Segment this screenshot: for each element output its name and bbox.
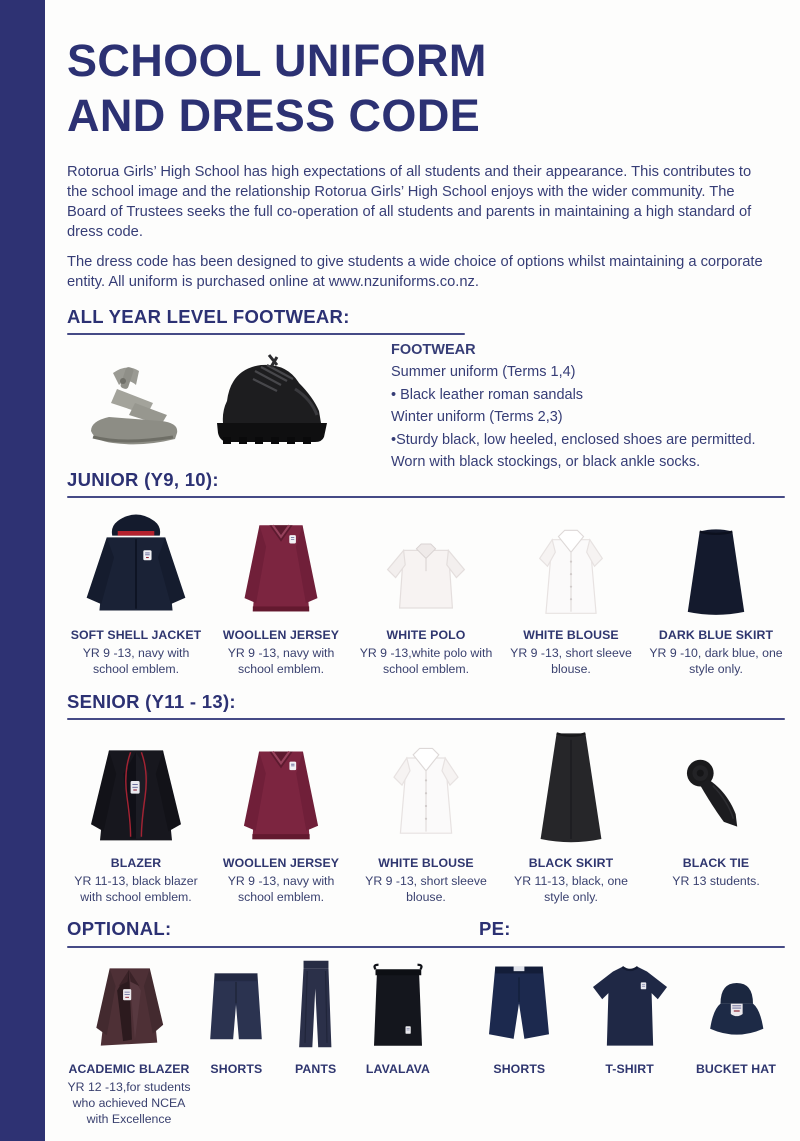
page-title <box>67 34 785 144</box>
item-name: SOFT SHELL JACKET <box>70 627 202 642</box>
uniform-item-dark-blue-skirt <box>647 506 785 677</box>
school-emblem <box>123 989 131 1000</box>
black-shoe-image-wrap <box>197 349 347 455</box>
item-name: BLACK SKIRT <box>528 856 614 871</box>
footwear-subheading: FOOTWEAR <box>391 341 476 358</box>
uniform-item-pe-tshirt <box>574 956 686 1128</box>
uniform-item-shorts-optional <box>192 956 280 1128</box>
soft-shell-jacket-image <box>72 508 200 618</box>
senior-items-row <box>67 728 785 905</box>
pe-tshirt-image <box>576 962 684 1052</box>
woollen-jersey-image <box>222 738 340 846</box>
item-desc: YR 9 -13, navy with school emblem. <box>227 645 335 676</box>
optional-heading: OPTIONAL: <box>67 917 172 939</box>
footwear-row <box>67 341 785 471</box>
woollen-jersey-image <box>223 512 339 618</box>
section-junior <box>67 469 785 677</box>
junior-rule <box>67 496 785 498</box>
section-senior <box>67 691 785 905</box>
footwear-text <box>391 339 756 471</box>
item-name: ACADEMIC BLAZER <box>68 1061 190 1076</box>
item-name: BUCKET HAT <box>695 1061 776 1076</box>
academic-blazer-image <box>77 956 181 1052</box>
item-desc: YR 9 -13, navy with school emblem. <box>82 645 190 676</box>
black-tie-image <box>661 746 771 838</box>
uniform-item-soft-shell-jacket <box>67 506 205 677</box>
item-name: LAVALAVA <box>365 1061 431 1076</box>
intro-paragraph-2-text: The dress code has been designed to give students a wide choice of options whilst maintaining a corporate entity. All uniform is purchased online at <box>67 253 763 290</box>
footwear-line: Worn with black stockings, or black ankle socks. <box>391 454 701 471</box>
pe-shorts-image <box>469 958 569 1052</box>
footwear-line: Summer uniform (Terms 1,4) <box>391 364 576 381</box>
item-name: WHITE BLOUSE <box>378 856 474 871</box>
school-emblem <box>131 781 140 794</box>
dark-blue-skirt-image <box>664 524 768 618</box>
senior-heading: SENIOR (Y11 - 13): <box>67 691 236 713</box>
item-desc: YR 9 -13,white polo with school emblem. <box>359 645 493 676</box>
section-optional-pe <box>67 918 785 1128</box>
navy-shorts-image <box>193 966 279 1048</box>
uniform-item-black-tie <box>647 728 785 905</box>
item-desc: YR 9 -13, short sleeve blouse. <box>365 874 487 905</box>
optional-pe-headings <box>67 918 785 941</box>
footwear-line: •Sturdy black, low heeled, enclosed shoes are permitted. <box>391 431 756 448</box>
item-name: WOOLLEN JERSEY <box>222 856 340 871</box>
footwear-line: Winter uniform (Terms 2,3) <box>391 409 563 426</box>
item-desc: YR 9 -10, dark blue, one style only. <box>649 645 783 676</box>
roman-sandal-image <box>83 359 187 447</box>
uniform-item-white-polo <box>357 506 495 677</box>
bucket-hat-image <box>688 974 784 1048</box>
uniform-item-blazer <box>67 728 205 905</box>
uniform-item-white-blouse-junior <box>502 506 640 677</box>
school-emblem <box>405 1026 410 1034</box>
item-desc: YR 11-13, black blazer with school emblem. <box>74 874 198 905</box>
uniform-shop-url[interactable]: www.nzuniforms.co.nz <box>328 273 475 290</box>
roman-sandal-image-wrap <box>83 359 187 455</box>
item-desc: YR 12 -13,for students who achieved NCEA with Excellence <box>67 1079 191 1127</box>
uniform-item-white-blouse-senior <box>357 728 495 905</box>
optional-pe-items-row <box>67 956 785 1128</box>
item-name: SHORTS <box>210 1061 263 1076</box>
intro-paragraph-1: Rotorua Girls’ High School has high expectations of all students and their appearance. This contributes to the school image and the relationship Rotorua Girls’ High School enjoys with the wider community. The Board of Trustees seeks the full co-operation of all students and parents in maintaining a high standard of dress code. <box>67 163 752 240</box>
item-name: SHORTS <box>493 1061 546 1076</box>
item-desc: YR 13 students. <box>672 874 760 889</box>
white-polo-image <box>370 536 482 612</box>
uniform-item-woollen-jersey-senior <box>212 728 350 905</box>
senior-rule <box>67 718 785 720</box>
pe-heading: PE: <box>479 917 511 939</box>
school-emblem <box>143 550 151 560</box>
black-school-shoe-image <box>197 349 347 449</box>
item-name: BLAZER <box>110 856 162 871</box>
uniform-item-pe-shorts <box>466 956 572 1128</box>
uniform-item-academic-blazer <box>67 956 191 1128</box>
white-blouse-image <box>516 524 626 618</box>
junior-items-row <box>67 506 785 677</box>
uniform-item-woollen-jersey-junior <box>212 506 350 677</box>
section-footwear <box>67 305 785 471</box>
page-title-line1: SCHOOL UNIFORM <box>67 35 487 86</box>
footwear-rule <box>67 333 465 335</box>
lavalava-image <box>353 960 443 1052</box>
item-name: WHITE POLO <box>386 627 466 642</box>
junior-heading: JUNIOR (Y9, 10): <box>67 468 219 490</box>
item-desc: YR 9 -13, short sleeve blouse. <box>510 645 632 676</box>
intro-paragraph-2-period: . <box>474 273 479 290</box>
intro-paragraph-2 <box>67 252 773 292</box>
item-name: BLACK TIE <box>682 856 750 871</box>
school-emblem <box>289 762 296 770</box>
navy-pants-image <box>283 956 349 1052</box>
page-title-line2: AND DRESS CODE <box>67 89 481 141</box>
uniform-item-lavalava <box>351 956 445 1128</box>
uniform-item-black-skirt <box>502 728 640 905</box>
left-accent-bar <box>0 0 45 1141</box>
school-emblem <box>731 1003 743 1016</box>
optional-pe-rule <box>67 946 785 948</box>
school-emblem <box>640 982 645 989</box>
item-name: DARK BLUE SKIRT <box>658 627 774 642</box>
black-long-skirt-image <box>523 728 619 846</box>
item-name: T-SHIRT <box>605 1061 654 1076</box>
footwear-heading: ALL YEAR LEVEL FOOTWEAR: <box>67 305 350 327</box>
item-name: WOOLLEN JERSEY <box>222 627 340 642</box>
school-emblem <box>289 535 296 543</box>
item-name: WHITE BLOUSE <box>523 627 619 642</box>
item-desc: YR 9 -13, navy with school emblem. <box>227 874 335 905</box>
black-blazer-image <box>73 734 199 846</box>
uniform-item-pants <box>282 956 350 1128</box>
page-content <box>45 0 800 1141</box>
white-blouse-image <box>370 734 482 846</box>
footwear-line: • Black leather roman sandals <box>391 386 584 403</box>
uniform-item-bucket-hat <box>687 956 785 1128</box>
item-desc: YR 11-13, black, one style only. <box>514 874 628 905</box>
item-name: PANTS <box>295 1061 337 1076</box>
